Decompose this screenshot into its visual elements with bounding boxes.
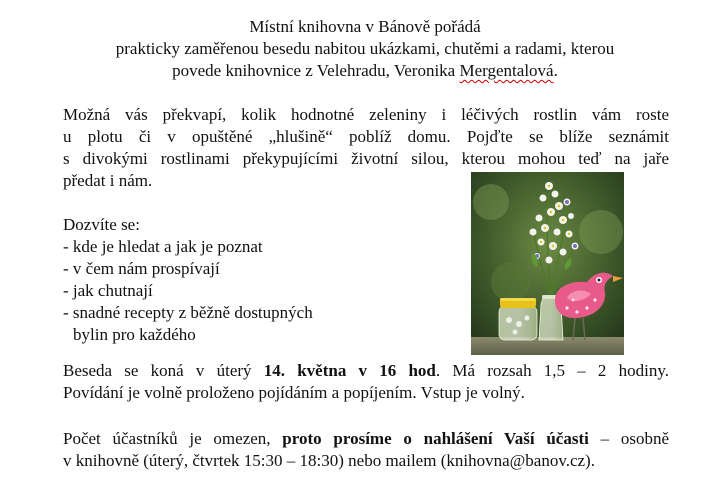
intro-line-3: s divokými rostlinami překypujícími životní silou, kterou mohou teď na jaře <box>63 149 669 168</box>
event-line-1-end: . Má rozsah 1,5 – 2 hodiny. <box>435 361 670 380</box>
contact-line-1 <box>63 428 669 450</box>
header-line-3 <box>60 60 670 82</box>
learn-item: - kde je hledat a jak je poznat <box>63 237 263 256</box>
librarian-name: Mergentalová <box>459 61 554 80</box>
registration-request: proto prosíme o nahlášení Vaší účasti <box>282 429 589 448</box>
learn-item: - v čem nám prospívají <box>63 259 220 278</box>
event-date-time: 14. května v 16 hod <box>263 361 436 380</box>
learn-item: - snadné recepty z běžně dostupných <box>63 303 313 322</box>
intro-line-1: Možná vás překvapí, kolik hodnotné zeleniny i léčivých rostlin vám roste <box>63 105 669 124</box>
learn-item: - jak chutnají <box>63 281 153 300</box>
learn-list <box>63 214 393 346</box>
intro-line-2: u plotu či v opuštěné „hlušině“ poblíž domu. Pojďte se blíže seznámit <box>63 127 669 146</box>
event-line-1 <box>63 360 669 382</box>
header-line-2: prakticky zaměřenou besedu nabitou ukázkami, chutěmi a radami, kterou <box>115 39 615 58</box>
contact-line-1-start: Počet účastníků je omezen, <box>63 429 283 448</box>
event-line-2: Povídání je volně proloženo pojídáním a popíjením. Vstup je volný. <box>63 383 525 402</box>
learn-heading: Dozvíte se: <box>63 215 140 234</box>
event-line-1-start: Beseda se koná v úterý <box>63 361 264 380</box>
contact-details <box>63 428 669 472</box>
contact-line-1-end: – osobně <box>588 429 669 448</box>
wildflower-bouquet-photo <box>471 172 624 355</box>
contact-line-2: v knihovně (úterý, čtvrtek 15:30 – 18:30) nebo mailem (knihovna@banov.cz). <box>63 451 595 470</box>
header-line-3-suffix: . <box>553 61 558 80</box>
header-line-1: Místní knihovna v Bánově pořádá <box>249 17 481 36</box>
learn-item-continuation: bylin pro každého <box>73 325 196 344</box>
header-line-3-prefix: povede knihovnice z Velehradu, Veronika <box>172 61 460 80</box>
event-details <box>63 360 669 404</box>
intro-line-4: předat i nám. <box>63 171 153 190</box>
header-block <box>60 16 670 82</box>
